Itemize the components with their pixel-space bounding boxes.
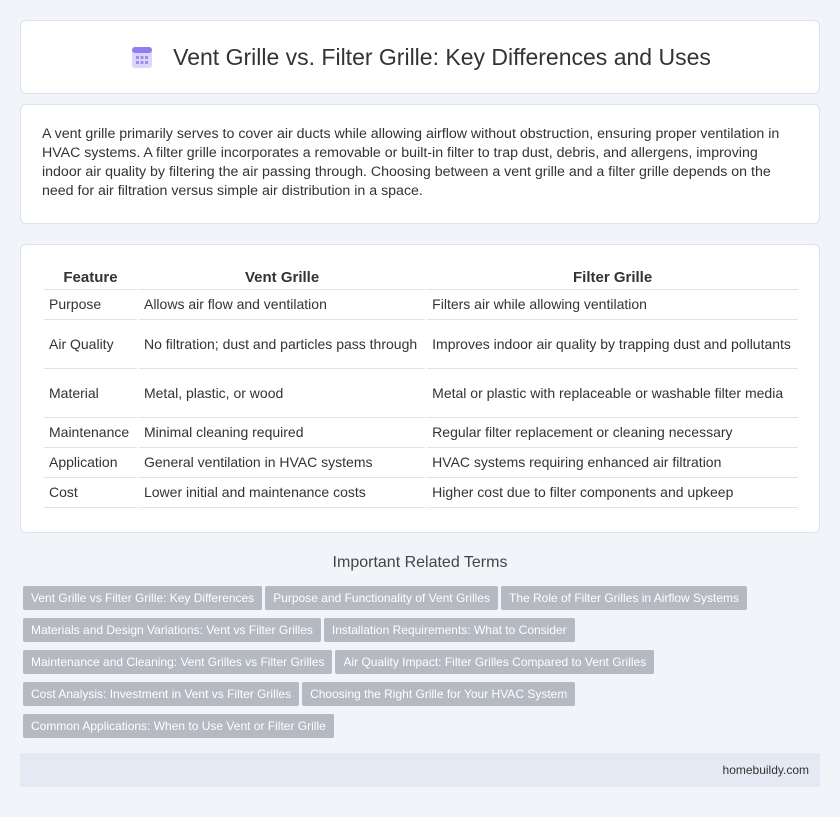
related-term-tag[interactable]: Materials and Design Variations: Vent vs Filter Grilles [23,618,321,642]
header-vent-grille: Vent Grille [139,265,425,290]
cell-feature: Purpose [44,290,137,320]
cell-filter: Improves indoor air quality by trapping dust and pollutants [427,320,798,369]
related-term-tag[interactable]: Choosing the Right Grille for Your HVAC System [302,682,575,706]
intro-card [20,104,820,224]
site-name[interactable]: homebuildy.com [722,763,809,777]
related-term-tag[interactable]: Purpose and Functionality of Vent Grilles [265,586,498,610]
related-term-tag[interactable]: Vent Grille vs Filter Grille: Key Differences [23,586,262,610]
related-terms-list [23,586,823,746]
cell-filter: Filters air while allowing ventilation [427,290,798,320]
related-term-tag[interactable]: Installation Requirements: What to Consider [324,618,575,642]
related-terms-heading: Important Related Terms [332,554,508,571]
cell-vent: Metal, plastic, or wood [139,369,425,418]
title-card [20,20,820,94]
related-term-tag[interactable]: Air Quality Impact: Filter Grilles Compared to Vent Grilles [335,650,654,674]
header-filter-grille: Filter Grille [427,265,798,290]
cell-vent: Minimal cleaning required [139,418,425,448]
cell-vent: Lower initial and maintenance costs [139,478,425,508]
cell-filter: HVAC systems requiring enhanced air filtration [427,448,798,478]
cell-feature: Cost [44,478,137,508]
cell-feature: Material [44,369,137,418]
cell-vent: Allows air flow and ventilation [139,290,425,320]
cell-vent: General ventilation in HVAC systems [139,448,425,478]
related-term-tag[interactable]: Cost Analysis: Investment in Vent vs Filter Grilles [23,682,299,706]
header-feature: Feature [44,265,137,290]
related-term-tag[interactable]: The Role of Filter Grilles in Airflow Systems [501,586,747,610]
table-row [44,448,798,478]
related-term-tag[interactable]: Common Applications: When to Use Vent or Filter Grille [23,714,334,738]
document-icon [129,44,155,70]
cell-feature: Air Quality [44,320,137,369]
cell-filter: Higher cost due to filter components and upkeep [427,478,798,508]
footer [20,753,820,787]
table-row [44,369,798,418]
cell-filter: Metal or plastic with replaceable or washable filter media [427,369,798,418]
table-row [44,418,798,448]
cell-filter: Regular filter replacement or cleaning necessary [427,418,798,448]
cell-vent: No filtration; dust and particles pass through [139,320,425,369]
page-title: Vent Grille vs. Filter Grille: Key Differences and Uses [173,43,711,70]
related-term-tag[interactable]: Maintenance and Cleaning: Vent Grilles vs Filter Grilles [23,650,332,674]
comparison-table [42,265,800,508]
table-row [44,290,798,320]
table-row [44,478,798,508]
comparison-card [20,244,820,533]
intro-text: A vent grille primarily serves to cover air ducts while allowing airflow without obstruction, ensuring proper ventilation in HVAC systems. A filter grille incorporates a removable or built-in filter to trap dust, debris, and allergens, improving indoor air quality by filtering the air passing through. Choosing between a vent grille and a filter grille depends on the need for air filtration versus simple air distribution in a space. [42,126,780,199]
table-row [44,320,798,369]
cell-feature: Application [44,448,137,478]
cell-feature: Maintenance [44,418,137,448]
